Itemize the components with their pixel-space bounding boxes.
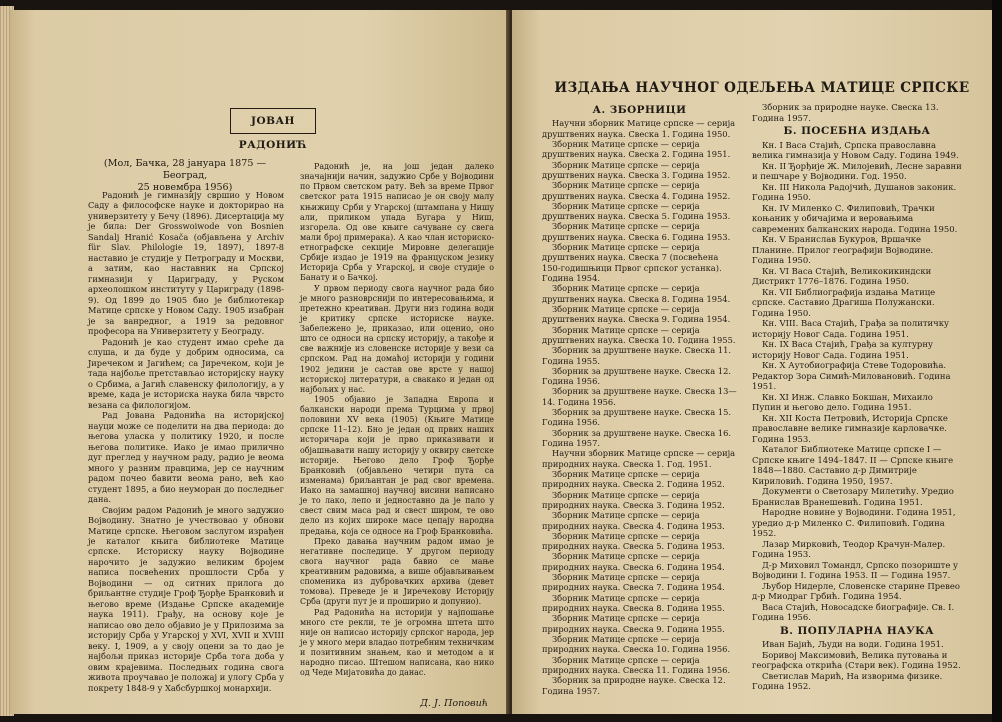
list-item: Каталог Библиотеке Матице српске I — Српске књиге 1494–1847. II — Српске књиге 1848—1880. Саставио д-р Димитрије Кириловић. Година 1950, 1957. xyxy=(752,444,954,486)
list-item: Боривој Максимовић, Велика путовања и географска открића (Стари век). Година 1952. xyxy=(752,649,961,670)
paragraph: Својим радом Радонић је много задужио Војводину. Знатно је учествовао у обнови Матице српске. Његовом заслугом израђен је каталог књига библиотеке Матице српске. Историску науку Војводине нарочито је задужио великим бројем написа посвећених прошлости Срба у Војводини — од ситних прилога до бриљантне студије Гроф Ђорђе Бранковић и његово време (Издање Српске академије наука 1911). Грађу, на основу које је написао ово дело објавио је у Прилозима за историју Срба у Угарској у XVI, XVII и XVIII веку. I, 1909, а у своју оцени за то дао је најбољи приказ историје Срба тога доба у овим крајевима. Последњих година свога живота проучавао је положај и улогу Срба у покрету 1848-9 у Хабсбуршкој монархији. xyxy=(88,504,284,693)
popular-science-list xyxy=(752,639,962,692)
list-item: Народне новине у Војводини. Година 1951, уредио д-р Миленко С. Филиповић. Година 1952. xyxy=(752,507,956,538)
section-heading-a: А. ЗБОРНИЦИ xyxy=(592,104,687,116)
list-item: Кн. I Васа Стајић, Српска православна велика гимназија у Новом Саду. Година 1949. xyxy=(752,139,959,160)
left-page xyxy=(10,10,510,714)
list-item: Зборник Матице српске — серија друштвених наука. Свеска 4. Година 1952. xyxy=(542,180,731,201)
paragraph: Радонић је, на још један далеко значајнији начин, задужио Србе у Војводини по Првом светском рату. Већ за време Првог светског рата 1915 написао је он своју малу књижицу Срби у Угарској (штампана у Нишу али, приликом упада Бугара у Ниш, изгорела. Од ове књиге сачуване су свега мали број примерака). А као члан историско-етнографске секције Мировне делегације Србије издао је 1919 на француском језику Историја Срба у Угарској, и своје студије о Банату и о Бачкој. xyxy=(300,162,494,283)
list-item: Научни зборник Матице српске — серија друштвених наука. Свеска 1. Година 1950. xyxy=(542,118,736,139)
list-item: Зборник Матице српске — серија природних наука. Свеска 7. Година 1954. xyxy=(542,572,725,593)
list-item: Зборник Матице српске — серија природних наука. Свеска 10. Година 1956. xyxy=(542,633,731,655)
paragraph: 1905 објавио је Западна Европа и балкански народи према Турцима у првој половини XV века (1905) (Књиге Матице српске 11–12). Бно је један од првих наших историчара који је прво приказивати и објашњавати нашу историју у оквиру светске историје. Његово дело Гроф Ђорђе Бранковић (објављено четири пута са изменама) бриљантан је рад свог времена. Иако на замашној научној висини написано је то лако, лепо и једноставно да је пало у свест свим маса рад и свест широм, те ово дело из којих широке масе цепају народна предања, која се односе на Гроф Бранковића. xyxy=(300,394,494,536)
left-column-2 xyxy=(300,162,494,678)
list-item: Зборник Матице српске — серија природних наука. Свеска 5. Година 1953. xyxy=(542,530,725,552)
list-item: Зборник Матице српске — серија друштвених наука. Свеска 7 (посвећена 150-годишњици Првог српског устанка). Година 1954. xyxy=(542,242,722,283)
right-column-2 xyxy=(752,102,962,692)
article-heading: ЈОВАН РАДОНИЋ xyxy=(230,108,316,134)
paragraph: Рад Радонића на историји у најпошање много сте рекли, те је огромна штета што није он написао историју српског народа, јер је у много мери владао потребним техничким и позитивним знањем, као и методом а и народно писао. Штешом написана, као нико од Чеде Мијатовића до данас. xyxy=(300,607,494,678)
list-item: Зборник за друштвене науке. Свеска 15. Година 1956. xyxy=(542,407,731,428)
list-item: Кн. XII Коста Петровић, Историја Српске православне велике гимназије карловачке. Година 1953. xyxy=(752,412,948,444)
list-item: Кн. IV Миленко С. Филиповић, Трачки коњаник у обичајима и веровањима савремених балканских народа. Година 1950. xyxy=(752,202,958,234)
birth-line-2: 25 новембра 1956) xyxy=(137,182,233,193)
page-title: ИЗДАЊА НАУЧНОГ ОДЕЉЕЊА МАТИЦЕ СРПСКЕ xyxy=(554,80,970,96)
list-item: Зборник Матице српске — серија природних наука. Свеска 2. Година 1952. xyxy=(542,468,725,490)
list-item: Научни зборник Матице српске — серија природних наука. Свеска 1. Год. 1951. xyxy=(542,448,736,469)
list-item: Зборник Матице српске — серија друштвених наука. Свеска 3. Година 1952. xyxy=(542,159,731,180)
paragraph: Радонић је као студент имао среће да слуша, и да буде у добрим односима, са Јиречеком и Јагићем; са Јиречеком, који је тада најбоље претстављао историјску науку о Србима, а Јагић славенску филологију, а у време, када је историска наука била чврсто везана са филологијом. xyxy=(88,336,284,410)
list-item: Зборник за друштвене науке. Свеска 11. Година 1955. xyxy=(542,345,731,366)
list-item: Зборник Матице српске — серија друштвених наука. Свеска 2. Година 1951. xyxy=(542,138,731,160)
list-item: Кн. V Бранислав Букуров, Вршачке Планине. Прилог географији Војводине. Година 1950. xyxy=(752,234,934,265)
list-item: Љубор Нидерле, Словенске старине Превео д-р Миодраг Грбић. Година 1954. xyxy=(752,580,960,601)
list-item: Зборник за природне науке. Свеска 13. Година 1957. xyxy=(752,102,939,123)
list-item: Иван Бајић, Људи на води. Година 1951. xyxy=(762,639,944,649)
list-item: Кн. VIII. Васа Стајић, Грађа за политичку историју Новог Сада. Година 1951. xyxy=(752,318,949,339)
right-column-1 xyxy=(542,102,737,696)
list-item: Зборник Матице српске — серија друштвених наука. Свеска 10. Година 1955. xyxy=(542,324,736,345)
list-item: Зборник Матице српске — серија друштвених наука. Свеска 6. Година 1953. xyxy=(542,221,731,242)
list-item: Зборник за друштвене науке. Свеска 16. Година 1957. xyxy=(542,427,731,448)
list-item: Зборник за друштвене науке. Свеска 13—14. Година 1956. xyxy=(542,386,737,407)
list-item: Кн. III Никола Радојчић, Душанов законик. Година 1950. xyxy=(752,181,957,202)
list-item: Зборник Матице српске — серија природних наука. Свеска 11. Година 1956. xyxy=(542,654,731,675)
list-item: Зборник Матице српске — серија природних наука. Свеска 3. Година 1952. xyxy=(542,489,725,510)
list-item: Зборник Матице српске — серија друштвених наука. Свеска 8. Година 1954. xyxy=(542,283,731,304)
special-editions-list xyxy=(752,140,962,623)
right-page xyxy=(512,10,994,714)
list-item: Документи о Светозару Милетићу. Уредио Бранислав Вранешевић. Година 1951. xyxy=(752,486,954,507)
birth-line-1: (Мол, Бачка, 28 јануара 1875 — Београд, xyxy=(103,158,267,181)
list-item: Зборник Матице српске — серија природних наука. Свеска 9. Година 1955. xyxy=(542,613,725,634)
list-item: Светислав Марић, На изворима физике. Година 1952. xyxy=(752,670,943,691)
list-item: Кн. II Ђорђије Ж. Милојевић, Лесне заравни и пешчаре у Војводини. Год. 1950. xyxy=(752,160,962,181)
list-item: Зборник за природне науке. Свеска 12. Година 1957. xyxy=(542,675,726,696)
section-heading-c: В. ПОПУЛАРНА НАУКА xyxy=(779,624,935,637)
left-column-1 xyxy=(88,190,284,693)
author-signature: Д. Ј. Поповић xyxy=(420,698,488,709)
paragraph: Радонић је гимназију свршио у Новом Саду а философске науке и докторирао на универзитету у Бечу (1896). Дисертација му је била: Der Grosswoiwode von Bosnien Sandalj Hranić Kosača (објављена у Archiv für Slav. Philologie 19, 1897), 1897-8 наставио је студије у Петрограду и Москви, а затим, као наставник на Српској гимназији у Цариграду, у Руском археолошком институту у Цариграду (1898-9). Од 1899 до 1905 био је библиотекар Матице српске у Новом Саду. 1905 изабран је за ванредног, а 1919 за редовног професора на Универзитету у Београду. xyxy=(88,190,284,337)
list-item: Зборник за друштвене науке. Свеска 12. Година 1956. xyxy=(542,365,731,387)
list-item: Кн. XI Инж. Славко Бокшан, Михаило Пупин и његово дело. Година 1951. xyxy=(752,391,933,412)
list-item: Васа Стајић, Новосадске биографије. Св. I. Година 1956. xyxy=(752,601,955,622)
dark-background-edge xyxy=(992,0,1002,722)
birth-death-note xyxy=(90,158,280,194)
list-item: Кн. VII Библиографија издања Матице српске. Саставио Драгиша Полужански. Година 1950. xyxy=(752,286,936,318)
list-item: Лазар Мирковић, Теодор Крачун-Малер. Година 1953. xyxy=(752,538,946,559)
list-item: Кн. IX Васа Стајић, Грађа за културну историју Новог Сада. Година 1951. xyxy=(752,339,933,360)
list-item: Зборник Матице српске — серија друштвених наука. Свеска 9. Година 1954. xyxy=(542,303,731,325)
paragraph: У првом периоду свога научног рада био је много разноврснији по интересовањима, и претежно креативан. Други низ година води је критику српске историске науке. Забележено је, приказао, или оценио, оно што се односи на српску историју, а такође и све важније из словенске историје у вези са српском. Рад на домаћој историји у години 1902 једини је састав ове врсте у нашој историској литератури, а свакако и један од најбољих у нас. xyxy=(300,283,494,394)
list-item: Зборник Матице српске — серија природних наука. Свеска 4. Година 1953. xyxy=(542,510,725,531)
list-item: Зборник Матице српске — серија природних наука. Свеска 8. Година 1955. xyxy=(542,592,725,613)
section-heading-b: Б. ПОСЕБНА ИЗДАЊА xyxy=(783,125,931,137)
list-item: Д-р Миховил Томандл, Српско позориште у Војводини I. Година 1953. II — Година 1957. xyxy=(752,559,958,580)
paragraph: Рад Јована Радонића на историјској науци може се поделити на два периода: до његова уласка у политику 1920, и после његова политике. Иако је имао прилично дуг преглед у научном раду, радио је веома много у разним правцима, јер се научним радом почео бавити веома рано, већ као студент 1895, а био неуморан до последњег дана. xyxy=(88,410,284,505)
list-item: Кн. VI Васа Стајић, Великокикиндски Дистрикт 1776–1876. Година 1950. xyxy=(752,265,932,286)
list-item: Кн. X Аутобиографија Стеве Тодоровића. Редактор Зора Симић-Миловановић. Година 1951. xyxy=(752,360,951,391)
paragraph: Преко давања научним радом имао је негативне последице. У другом периоду свога научног рада бавио се мање креативним радовима, а више објављивањем споменика из дубровачких архива (девет томова). Преведе је и Јиречекову Историју Срба (други пут је и проширио и допунио). xyxy=(300,536,494,607)
collections-list xyxy=(542,118,737,696)
list-item: Зборник Матице српске — серија природних наука. Свеска 6. Година 1954. xyxy=(542,551,725,572)
list-item: Зборник Матице српске — серија друштвених наука. Свеска 5. Година 1953. xyxy=(542,200,731,222)
